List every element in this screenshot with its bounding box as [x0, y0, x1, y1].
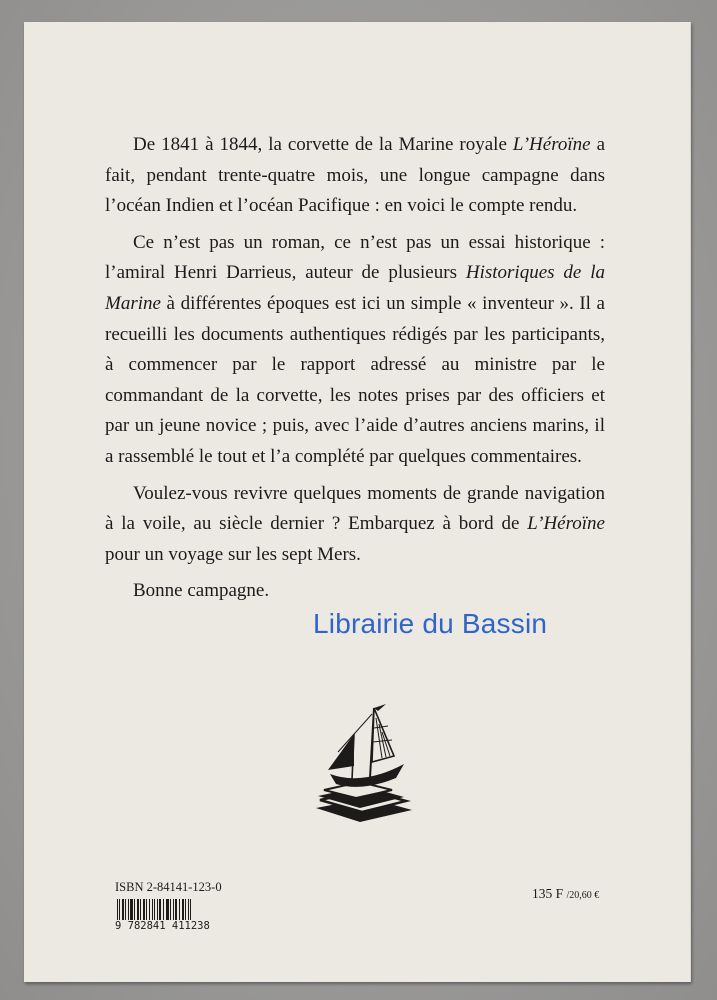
- paragraph-2: [105, 228, 605, 473]
- paragraph-3-text-c: pour un voyage sur les sept Mers.: [105, 543, 361, 565]
- price-francs: 135 F: [532, 886, 564, 901]
- paragraph-1-text-a: De 1841 à 1844, la corvette de la Marine royale: [133, 134, 513, 155]
- paragraph-2-text-c: à différentes époques est ici un simple « inventeur ». Il a recueilli les documents authentiques rédigés par les participants, à commencer par le rapport adressé au ministre par le commandant de la corvette, les notes prises par des officiers et par un jeune novice ; puis, avec l’aide d’autres anciens marins, il a rassemblé le tout et l’a complété par quelques commentaires.: [105, 292, 605, 467]
- seller-watermark: Librairie du Bassin: [313, 608, 548, 639]
- paragraph-3-text-a: Voulez-vous revivre quelques moments de grande navigation à la voile, au siècle dernier ? Embarquez à bord de: [105, 482, 605, 535]
- paragraph-2-text-a: Ce n’est pas un roman, ce n’est pas un essai historique : l’amiral Henri Darrieus, auteur de plusieurs: [105, 231, 605, 284]
- blurb-text: [105, 130, 605, 613]
- paragraph-1: [105, 130, 605, 222]
- isbn-number: ISBN 2-84141-123-0: [115, 880, 222, 894]
- price-euros: /20,60 €: [566, 890, 600, 901]
- paragraph-4-text: Bonne campagne.: [133, 580, 270, 602]
- paragraph-3: [105, 479, 605, 571]
- price-label: [532, 886, 599, 902]
- barcode-digits: 9 782841 411238: [115, 920, 210, 932]
- paragraph-1-text-c: a fait, pendant trente-quatre mois, une longue campagne dans l’océan Indien et l’océan Pacifique : en voici le compte rendu.: [105, 134, 606, 217]
- paragraph-2-book-title: Historiques de la Marine: [105, 262, 606, 314]
- paragraph-4: [105, 576, 605, 607]
- sailing-ship-on-books-icon: [308, 700, 418, 830]
- paragraph-1-ship-name: L’Héroïne: [512, 134, 591, 155]
- paragraph-3-ship-name: L’Héroïne: [527, 513, 605, 535]
